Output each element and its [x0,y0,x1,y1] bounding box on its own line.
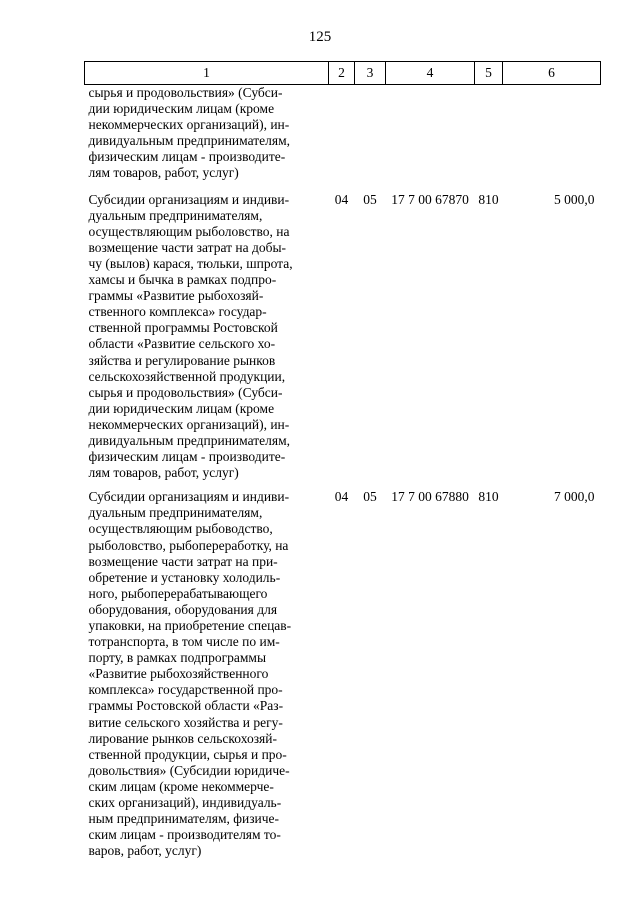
row-amount: 5 000,0 [554,191,595,207]
row-subsection [355,85,386,192]
table-header-row [85,62,601,85]
column-header-expense-type: 5 [475,62,503,85]
table-row [85,192,601,490]
table-row [85,85,601,192]
column-header-section: 2 [329,62,355,85]
budget-table [84,61,601,867]
row-section [329,85,355,192]
row-target-article: 17 7 00 67880 [391,489,469,505]
row-expense-type [475,85,503,192]
column-header-target-article: 4 [386,62,475,85]
column-header-subsection: 3 [355,62,386,85]
row-target-article: 17 7 00 67870 [391,191,469,207]
row-target-article [386,85,475,192]
page-number: 125 [308,29,332,45]
row-amount [503,85,601,192]
row-description: сырья и продовольствия» (Субси- дии юридическим лицам (кроме некоммерческих организаций), ин- дивидуальным предпринимателям, физическим лицам - производите- лям товаров, работ, услуг) [88,85,291,181]
table-row [85,489,601,867]
row-amount: 7 000,0 [554,489,595,505]
row-section: 04 [334,489,349,505]
row-description: Субсидии организациям и индиви- дуальным предпринимателям, осуществляющим рыбоводство, рыболовство, рыбопереработку, на возмещение части затрат на при- обретение и установку холодиль- ного, рыбоперерабатывающего оборудования, оборудования для упаковки, на приобретение спецав- тотранспорта, в том числе по им- порту, в рамках подпрограммы «Развитие рыбохозяйственного комплекса» государственной про- граммы Ростовской области «Раз- витие сельского хозяйства и регу- лирование рынков сельскохозяй- ственной продукции, сырья и про- довольствия» (Субсидии юридиче- ским лицам (кроме некоммерче- ских организаций), индивидуаль- ным предпринимателям, физиче- ским лицам - производителям то- варов, работ, услуг) [88,489,292,859]
column-header-description: 1 [85,62,329,85]
row-subsection: 05 [363,191,377,207]
row-expense-type: 810 [478,489,499,505]
column-header-amount: 6 [503,62,601,85]
row-subsection: 05 [363,489,377,505]
row-description: Субсидии организациям и индиви- дуальным предпринимателям, осуществляющим рыболовство, на возмещение части затрат на добы- чу (вылов) карася, тюльки, шпрота, хамсы и бычка в рамках подпро- граммы «Развитие рыбохозяй- ственного комплекса» государ- ственной программы Ростовской области «Развитие сельского хо- зяйства и регулирование рынков сельскохозяйственной продукции, сырья и продовольствия» (Субси- дии юридическим лицам (кроме некоммерческих организаций), ин- дивидуальным предпринимателям, физическим лицам - производите- лям товаров, работ, услуг) [88,191,293,481]
row-expense-type: 810 [478,191,499,207]
row-section: 04 [334,191,349,207]
